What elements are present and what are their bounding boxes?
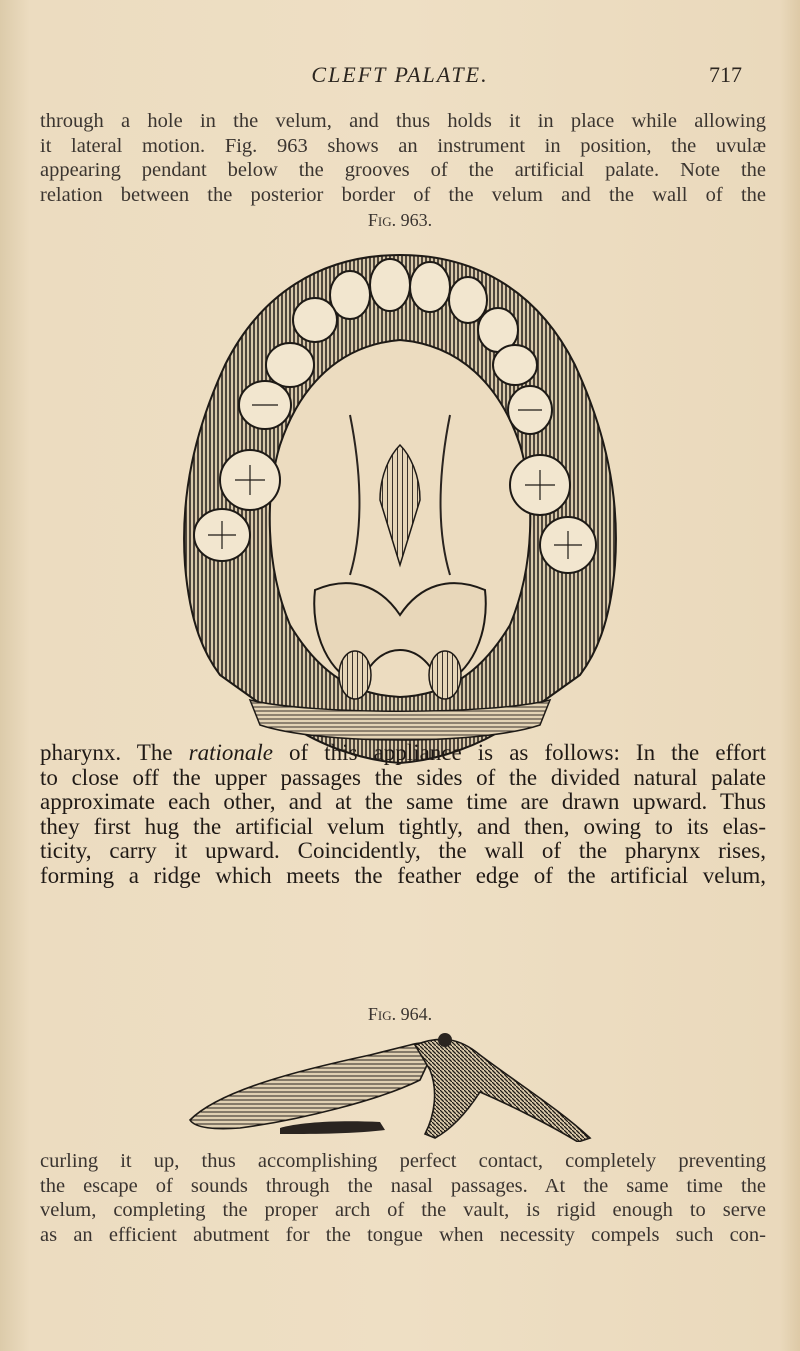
italic-term: rationale — [188, 740, 273, 765]
text-run: pharynx. The — [40, 740, 189, 765]
text-line: through a hole in the velum, and thus holds it in place while allowing — [40, 110, 766, 132]
figure-963-palate-illustration — [180, 245, 620, 775]
text-line: it lateral motion. Fig. 963 shows an instrument in position, the uvulæ — [40, 134, 766, 157]
figure-963-caption: Fig. 963. — [367, 210, 433, 230]
paragraph-1 — [40, 109, 766, 207]
text-run: of this appliance is as follows: In the effort — [272, 740, 766, 765]
paragraph-2 — [40, 741, 766, 888]
text-line — [40, 741, 766, 766]
running-title: CLEFT PALATE. — [311, 62, 489, 87]
text-line: to close off the upper passages the sides of the divided natural palate — [40, 764, 766, 790]
text-line: curling it up, thus accomplishing perfect contact, completely preventing — [40, 1150, 766, 1172]
text-line: relation between the posterior border of the velum and the wall of the — [40, 183, 766, 206]
text-line: velum, completing the proper arch of the vault, is rigid enough to serve — [40, 1199, 766, 1221]
text-line: ticity, carry it upward. Coincidently, the wall of the pharynx rises, — [40, 838, 766, 863]
paragraph-3 — [40, 1149, 766, 1247]
figure-964-caption: Fig. 964. — [367, 1004, 433, 1024]
running-head — [0, 62, 800, 92]
figure-964-appliance-illustration — [180, 1030, 605, 1142]
text-line: approximate each other, and at the same time are drawn upward. Thus — [40, 789, 766, 814]
text-line: they first hug the artificial velum tightly, and then, owing to its elas- — [40, 813, 766, 839]
text-line: the escape of sounds through the nasal passages. At the same time the — [40, 1174, 766, 1197]
page-number: 717 — [709, 62, 742, 87]
text-line: appearing pendant below the grooves of the artificial palate. Note the — [40, 159, 766, 181]
text-line: forming a ridge which meets the feather edge of the artificial velum, — [40, 862, 766, 888]
text-line: as an efficient abutment for the tongue when necessity compels such con- — [40, 1223, 766, 1246]
